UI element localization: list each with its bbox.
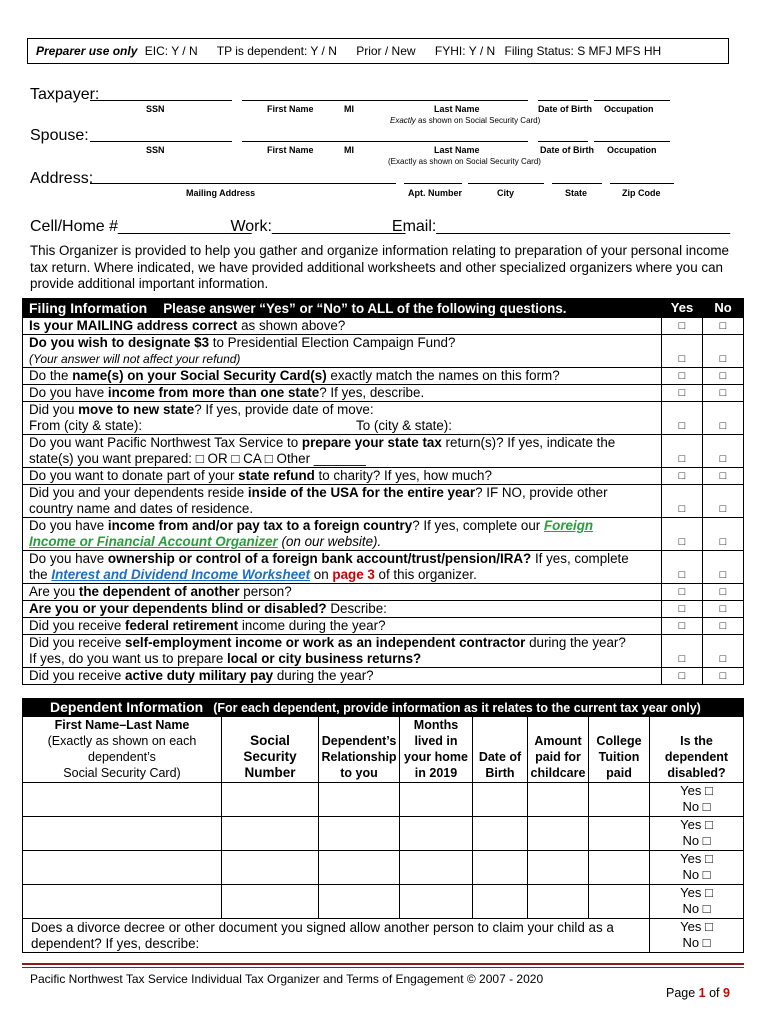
dependent-tuition-cell[interactable] [589,817,650,851]
yes-checkbox[interactable]: □ [662,551,703,584]
dependent-ssn-cell[interactable] [222,783,319,817]
dependent-title: Dependent Information [50,699,204,715]
question-row: Are you or your dependents blind or disabled? Describe: □ □ [23,601,744,618]
filing-header-row [23,299,744,318]
cell-home-field[interactable]: Cell/Home #_______________ [30,218,252,235]
dependent-relationship-cell[interactable] [319,817,400,851]
disabled-no-checkbox[interactable]: No □ [682,867,711,882]
dependent-tuition-cell[interactable] [589,851,650,885]
dependent-relationship-cell[interactable] [319,783,400,817]
spouse-ssn-caption: SSN [146,145,165,155]
yes-checkbox[interactable]: □ [662,435,703,468]
question-row: Did you move to new state? If yes, provide date of move: From (city & state): To (city & state): □ □ [23,402,744,435]
divorce-no-checkbox[interactable]: No □ [682,935,711,950]
dependent-name-cell[interactable] [23,851,222,885]
col-months-header: Months lived in your home in 2019 [404,718,468,780]
foreign-organizer-link[interactable]: Foreign [543,518,594,533]
disabled-no-checkbox[interactable]: No □ [682,799,711,814]
question-row: Are you the dependent of another person? □ □ [23,584,744,601]
contact-row [30,218,730,236]
mailing-address-caption: Mailing Address [186,188,256,198]
dependent-tuition-cell[interactable] [589,783,650,817]
taxpayer-dob-caption: Date of Birth [538,104,592,114]
no-checkbox[interactable]: □ [703,635,744,668]
zip-line[interactable] [610,183,674,184]
question-row: Did you and your dependents reside inside of the USA for the entire year? IF NO, provide other country name and dates of residence. □ □ [23,485,744,518]
question-row: Do the name(s) on your Social Security Card(s) exactly match the names on this form? □ □ [23,368,744,385]
eic-field: EIC: Y / N [144,44,198,58]
question-row: Do you want to donate part of your state refund to charity? If yes, how much? □ □ [23,468,744,485]
tp-dependent-field: TP is dependent: Y / N [216,44,337,58]
no-checkbox[interactable]: □ [703,551,744,584]
col-name-header: First Name–Last Name [54,718,190,732]
state-caption: State [565,188,588,198]
yes-checkbox[interactable]: □ [662,601,703,618]
dependent-childcare-cell[interactable] [528,817,589,851]
dependent-name-cell[interactable] [23,783,222,817]
yes-checkbox[interactable]: □ [662,385,703,402]
no-checkbox[interactable]: □ [703,601,744,618]
taxpayer-occupation-line[interactable] [594,100,670,101]
dependent-ssn-cell[interactable] [222,885,319,919]
address-label: Address: [30,170,94,187]
spouse-dob-caption: Date of Birth [540,145,594,155]
taxpayer-ssn-caption: SSN [146,104,165,114]
spouse-occupation-caption: Occupation [607,145,657,155]
email-field[interactable]: Email:_________________________________ [391,218,731,235]
taxpayer-name-note: Exactly as shown on Social Security Card) [390,116,541,125]
dependent-months-cell[interactable] [400,851,473,885]
apt-number-line[interactable] [404,183,462,184]
question-row: Do you want Pacific Northwest Tax Service to prepare your state tax return(s)? If yes, indicate the state(s) you want prepared: □ OR □ CA □ Other _______ □ □ [23,435,744,468]
divorce-decree-question: Does a divorce decree or other document you signed allow another person to claim your child as a dependent? If yes, describe: [23,919,650,953]
dependent-tuition-cell[interactable] [589,885,650,919]
col-tuition-header: College Tuition paid [596,734,642,780]
spouse-first-caption: First Name [267,145,314,155]
yes-checkbox[interactable]: □ [662,468,703,485]
filing-status-field: Filing Status: S MFJ MFS HH [504,44,662,58]
yes-checkbox[interactable]: □ [662,635,703,668]
spouse-name-note: (Exactly as shown on Social Security Card) [388,157,541,166]
question-row: Did you receive federal retirement income during the year? □ □ [23,618,744,635]
no-checkbox[interactable]: □ [703,385,744,402]
taxpayer-name-line[interactable] [242,100,528,101]
no-checkbox[interactable]: □ [703,335,744,368]
taxpayer-label: Taxpayer: [30,86,100,103]
no-checkbox[interactable]: □ [703,368,744,385]
dependent-name-cell[interactable] [23,885,222,919]
no-checkbox[interactable]: □ [703,468,744,485]
divorce-decree-row [23,919,744,953]
taxpayer-mi-caption: MI [344,104,354,114]
yes-column-header: Yes [662,299,703,318]
yes-checkbox[interactable]: □ [662,402,703,435]
no-checkbox[interactable]: □ [703,318,744,335]
apt-number-caption: Apt. Number [408,188,462,198]
dependent-months-cell[interactable] [400,783,473,817]
work-field[interactable]: Work:_______________ [230,218,406,235]
dependent-table [22,716,744,953]
interest-dividend-worksheet-link[interactable]: Interest and Dividend Income Worksheet [51,567,311,582]
footer-rule [22,963,744,965]
taxpayer-first-caption: First Name [267,104,314,114]
disabled-yes-checkbox[interactable]: Yes □ [680,817,713,832]
spouse-ssn-line[interactable] [90,141,232,142]
no-checkbox[interactable]: □ [703,518,744,551]
dependent-childcare-cell[interactable] [528,851,589,885]
spouse-mi-caption: MI [344,145,354,155]
filing-title: Filing Information [29,299,148,316]
dependent-name-cell[interactable] [23,817,222,851]
dependent-months-cell[interactable] [400,817,473,851]
dependent-subtitle: (For each dependent, provide information as it relates to the current tax year only) [213,701,701,715]
taxpayer-occupation-caption: Occupation [604,104,654,114]
yes-checkbox[interactable]: □ [662,318,703,335]
col-dob-header: Date of Birth [478,750,522,780]
prior-new-field: Prior / New [356,44,416,58]
disabled-no-checkbox[interactable]: No □ [682,833,711,848]
question-row: Did you receive self-employment income or work as an independent contractor during the year? If yes, do you want us to prepare local or city business returns? □ □ [23,635,744,668]
footer-text: Pacific Northwest Tax Service Individual Tax Organizer and Terms of Engagement © 2007 - 2020 [30,972,544,986]
dependent-months-cell[interactable] [400,885,473,919]
dependent-dob-cell[interactable] [473,851,528,885]
col-ssn-header: Social Security Number [243,733,297,780]
no-checkbox[interactable]: □ [703,668,744,685]
no-checkbox[interactable]: □ [703,435,744,468]
yes-checkbox[interactable]: □ [662,485,703,518]
dependent-ssn-cell[interactable] [222,851,319,885]
dependent-childcare-cell[interactable] [528,783,589,817]
disabled-no-checkbox[interactable]: No □ [682,901,711,916]
spouse-occupation-line[interactable] [594,141,670,142]
question-row: Do you have income from more than one state? If yes, describe. □ □ [23,385,744,402]
dependent-header [22,698,744,716]
col-childcare-header: Amount paid for childcare [530,734,586,780]
yes-checkbox[interactable]: □ [662,618,703,635]
dependent-dob-cell[interactable] [473,885,528,919]
footer-rule-thin [22,967,744,968]
preparer-box [27,38,729,64]
question-row: Did you receive active duty military pay during the year? □ □ [23,668,744,685]
spouse-name-line[interactable] [242,141,528,142]
no-checkbox[interactable]: □ [703,618,744,635]
dependent-dob-cell[interactable] [473,783,528,817]
no-checkbox[interactable]: □ [703,584,744,601]
dependent-row [23,851,744,885]
disabled-yes-checkbox[interactable]: Yes □ [680,851,713,866]
foreign-organizer-link-cont[interactable]: Income or Financial Account Organizer [29,534,278,549]
question-row: Is your MAILING address correct as shown above? □ □ [23,318,744,335]
dependent-header-row: First Name–Last Name (Exactly as shown on each dependent’s Social Security Card) Social Security Number Dependent’s Relationship to you Months lived in your home in 2019 Date of Birth Amount paid for childcare College Tuition paid Is the dependent disabled? [23,717,744,783]
intro-paragraph: This Organizer is provided to help you gather and organize information relating to preparation of your personal income tax return. Where indicated, we have provided additional worksheets and other specialized organizers where you can provide additional important information. [30,243,729,291]
spouse-label: Spouse: [30,127,89,144]
yes-checkbox[interactable]: □ [662,518,703,551]
taxpayer-dob-line[interactable] [538,100,588,101]
filing-information-table [22,298,744,685]
yes-checkbox[interactable]: □ [662,335,703,368]
yes-checkbox[interactable]: □ [662,584,703,601]
no-column-header: No [703,299,744,318]
mailing-address-line[interactable] [90,183,396,184]
question-row: Do you have income from and/or pay tax to a foreign country? If yes, complete our Foreign Income or Financial Account Organizer (on our website). □ □ [23,518,744,551]
dependent-childcare-cell[interactable] [528,885,589,919]
zip-caption: Zip Code [622,188,661,198]
col-relationship-header: Dependent’s Relationship to you [321,734,397,780]
dependent-relationship-cell[interactable] [319,885,400,919]
spouse-last-caption: Last Name [434,145,480,155]
divorce-yes-checkbox[interactable]: Yes □ [680,919,713,934]
spouse-dob-line[interactable] [538,141,588,142]
dependent-row [23,885,744,919]
col-disabled-header: Is the dependent disabled? [664,734,729,780]
taxpayer-ssn-line[interactable] [90,100,232,101]
yes-checkbox[interactable]: □ [662,668,703,685]
question-row: Do you have ownership or control of a foreign bank account/trust/pension/IRA? If yes, complete the Interest and Dividend Income Worksheet on page 3 of this organizer. □ □ [23,551,744,584]
question-row: Do you wish to designate $3 to Presidential Election Campaign Fund? (Your answer will not affect your refund) □ □ [23,335,744,368]
dependent-relationship-cell[interactable] [319,851,400,885]
dependent-ssn-cell[interactable] [222,817,319,851]
yes-checkbox[interactable]: □ [662,368,703,385]
filing-subtitle: Please answer “Yes” or “No” to ALL of the following questions. [163,300,567,316]
no-checkbox[interactable]: □ [703,402,744,435]
page-number: Page 1 of 9 [666,986,730,1000]
state-line[interactable] [552,183,602,184]
disabled-yes-checkbox[interactable]: Yes □ [680,783,713,798]
fyhi-field: FYHI: Y / N [434,44,496,58]
no-checkbox[interactable]: □ [703,485,744,518]
city-caption: City [497,188,515,198]
dependent-dob-cell[interactable] [473,817,528,851]
dependent-row [23,817,744,851]
preparer-label: Preparer use only [36,44,138,58]
taxpayer-last-caption: Last Name [434,104,480,114]
city-line[interactable] [468,183,544,184]
disabled-yes-checkbox[interactable]: Yes □ [680,885,713,900]
dependent-row [23,783,744,817]
